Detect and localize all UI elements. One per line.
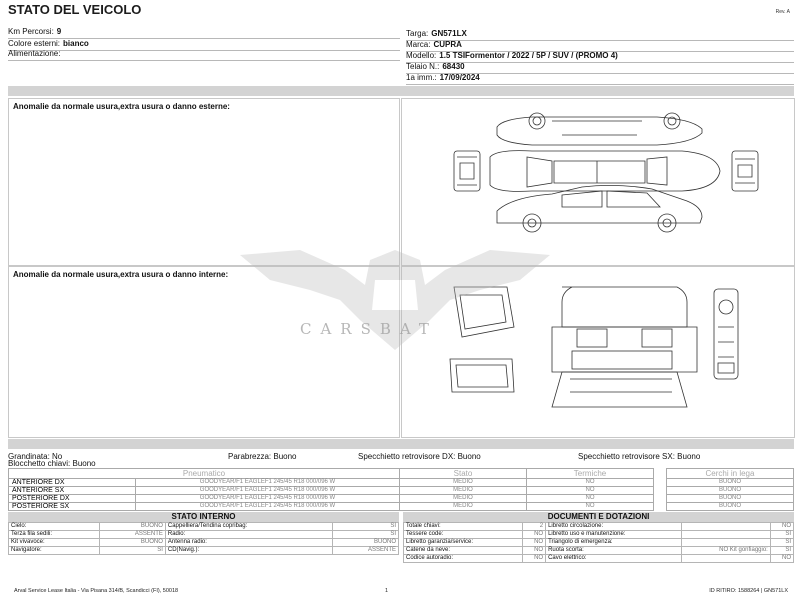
footer-company: Arval Service Lease Italia - Via Pisana 314/B, Scandicci (FI), 50018	[14, 588, 179, 594]
internal-damage-panel	[8, 266, 400, 438]
info-alimentazione: Alimentazione:	[8, 48, 400, 61]
check-parabrezza: Parabrezza: Buono	[228, 452, 297, 461]
tyres-header-pneumatico: Pneumatico	[9, 469, 400, 479]
tyres-header-gap	[654, 469, 667, 479]
external-car-diagram	[401, 98, 795, 266]
tyres-header-termiche: Termiche	[527, 469, 654, 479]
tyres-header-row	[9, 469, 794, 479]
table-row: ANTERIORE DX GOODYEAR/F1 EAGLEF1 245/45 R18 000/096 W MEDIO NO BUONO	[9, 479, 794, 487]
table-row: Tessere code: NO Libretto uso e manutenzione: SI	[404, 531, 794, 539]
footer-page-number: 1	[385, 588, 389, 594]
tyres-header-stato: Stato	[400, 469, 527, 479]
external-damage-panel	[8, 98, 400, 266]
car-exterior-diagram-icon	[402, 99, 794, 265]
info-targa: Targa: GN571LX	[406, 28, 794, 41]
check-blocchetto: Blocchetto chiavi: Buono	[8, 459, 96, 468]
section-divider	[8, 86, 794, 96]
info-immatricolazione: 1a imm.: 17/09/2024	[406, 72, 794, 85]
internal-damage-label: Anomalie da normale usura,extra usura o danno interne:	[13, 270, 229, 279]
table-row: Totale chiavi: 2 Libretto circolazione: NO	[404, 523, 794, 531]
table-row: Libretto garanzia/service: NO Triangolo di emergenza: SI	[404, 539, 794, 547]
page-title: STATO DEL VEICOLO	[8, 2, 142, 17]
tyres-header-cerchi: Cerchi in lega	[667, 469, 794, 479]
external-damage-label: Anomalie da normale usura,extra usura o danno esterne:	[13, 102, 230, 111]
check-specchietto-sx: Specchietto retrovisore SX: Buono	[578, 452, 701, 461]
table-row: POSTERIORE DX GOODYEAR/F1 EAGLEF1 245/45 R18 000/096 W MEDIO NO BUONO	[9, 495, 794, 503]
tyres-table	[8, 468, 794, 511]
stato-interno-table	[8, 522, 399, 555]
table-row: POSTERIORE SX GOODYEAR/F1 EAGLEF1 245/45 R18 000/096 W MEDIO NO BUONO	[9, 503, 794, 511]
revision-label: Rev. A	[775, 9, 790, 15]
table-row: Kit vivavoce: BUONO Antenna radio: BUONO	[9, 539, 399, 547]
info-telaio: Telaio N.: 68430	[406, 61, 794, 74]
car-interior-diagram-icon	[402, 267, 794, 437]
check-specchietto-dx: Specchietto retrovisore DX: Buono	[358, 452, 481, 461]
check-grandinata: Grandinata: No	[8, 452, 63, 461]
stato-interno-title: STATO INTERNO	[8, 512, 399, 522]
table-row: Catene da neve: NO Ruota scorta: NO Kit gonfiaggio: SI	[404, 547, 794, 555]
info-marca: Marca: CUPRA	[406, 39, 794, 52]
info-km: Km Percorsi: 9	[8, 26, 400, 39]
info-modello: Modello: 1.5 TSIFormentor / 2022 / 5P / SUV / (PROMO 4)	[406, 50, 794, 63]
watermark-text: CARSBAT	[300, 320, 438, 338]
table-row: Cielo: BUONO Cappelliera/Tendina copribag: SI	[9, 523, 399, 531]
table-row: ANTERIORE SX GOODYEAR/F1 EAGLEF1 245/45 R18 000/096 W MEDIO NO BUONO	[9, 487, 794, 495]
table-row: Terza fila sedili: ASSENTE Radio: SI	[9, 531, 399, 539]
section-divider-2	[8, 439, 794, 449]
footer-id: ID RITIRO: 1588264 | GN571LX	[709, 588, 788, 594]
info-colore: Colore esterni: bianco	[8, 38, 400, 51]
internal-car-diagram	[401, 266, 795, 438]
documenti-table	[403, 522, 794, 563]
table-row: Codice autoradio: NO Cavo elettrico: NO	[404, 555, 794, 563]
documenti-title: DOCUMENTI E DOTAZIONI	[403, 512, 794, 522]
table-row: Navigatore: SI CD(Navig.): ASSENTE	[9, 547, 399, 555]
